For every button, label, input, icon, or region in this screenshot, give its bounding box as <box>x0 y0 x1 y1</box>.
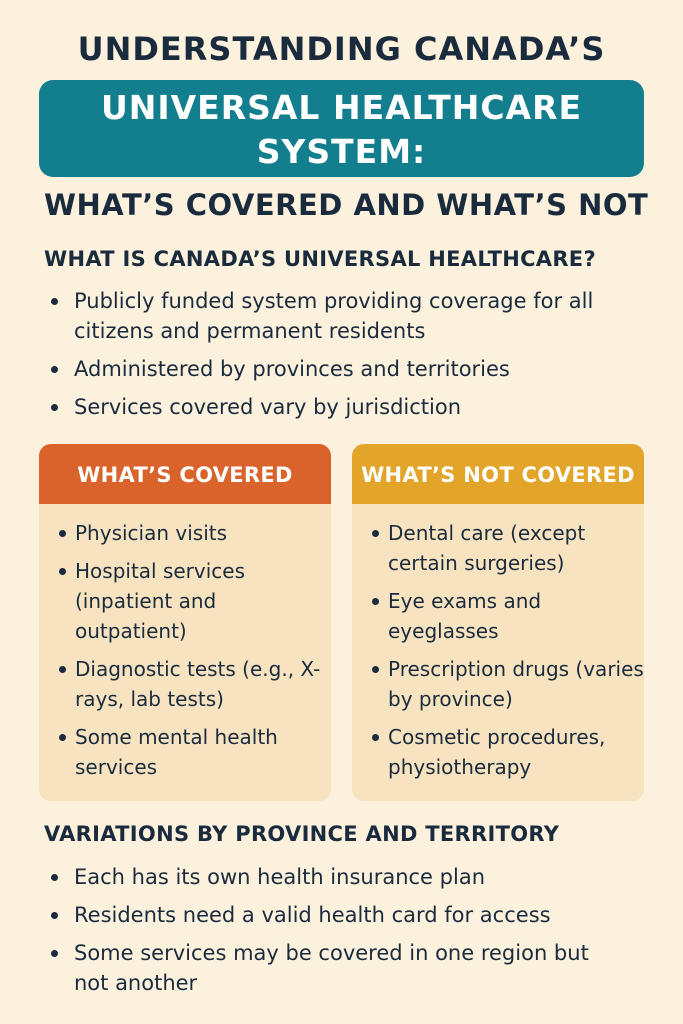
list-item: Eye exams and eyeglasses <box>372 586 644 646</box>
variations-heading: VARIATIONS BY PROVINCE AND TERRITORY <box>44 822 560 846</box>
banner-line-2: SYSTEM: <box>256 132 427 171</box>
what-is-list <box>44 286 604 430</box>
list-item: Diagnostic tests (e.g., X-rays, lab tests) <box>59 654 331 714</box>
covered-heading: WHAT’S COVERED <box>39 444 331 504</box>
subtitle: WHAT’S COVERED AND WHAT’S NOT <box>44 188 649 222</box>
list-item: Cosmetic procedures, physiotherapy <box>372 722 644 782</box>
list-item: Prescription drugs (varies by province) <box>372 654 644 714</box>
list-item: Hospital services (inpatient and outpatient) <box>59 556 331 646</box>
what-is-heading: WHAT IS CANADA’S UNIVERSAL HEALTHCARE? <box>44 247 596 271</box>
covered-list <box>39 504 331 782</box>
variations-list <box>44 862 604 1006</box>
title-line: UNDERSTANDING CANADA’S <box>77 30 606 68</box>
list-item: Administered by provinces and territories <box>44 354 604 384</box>
not-covered-card <box>352 444 644 801</box>
list-item: Physician visits <box>59 518 331 548</box>
list-item: Dental care (except certain surgeries) <box>372 518 644 578</box>
not-covered-heading: WHAT’S NOT COVERED <box>352 444 644 504</box>
list-item: Each has its own health insurance plan <box>44 862 604 892</box>
banner-line-1: UNIVERSAL HEALTHCARE <box>100 88 583 127</box>
list-item: Some mental health services <box>59 722 331 782</box>
covered-card <box>39 444 331 801</box>
list-item: Services covered vary by jurisdiction <box>44 392 604 422</box>
title-banner <box>39 80 644 177</box>
list-item: Some services may be covered in one region but not another <box>44 938 604 998</box>
list-item: Publicly funded system providing coverage for all citizens and permanent residents <box>44 286 604 346</box>
not-covered-list <box>352 504 644 782</box>
list-item: Residents need a valid health card for access <box>44 900 604 930</box>
